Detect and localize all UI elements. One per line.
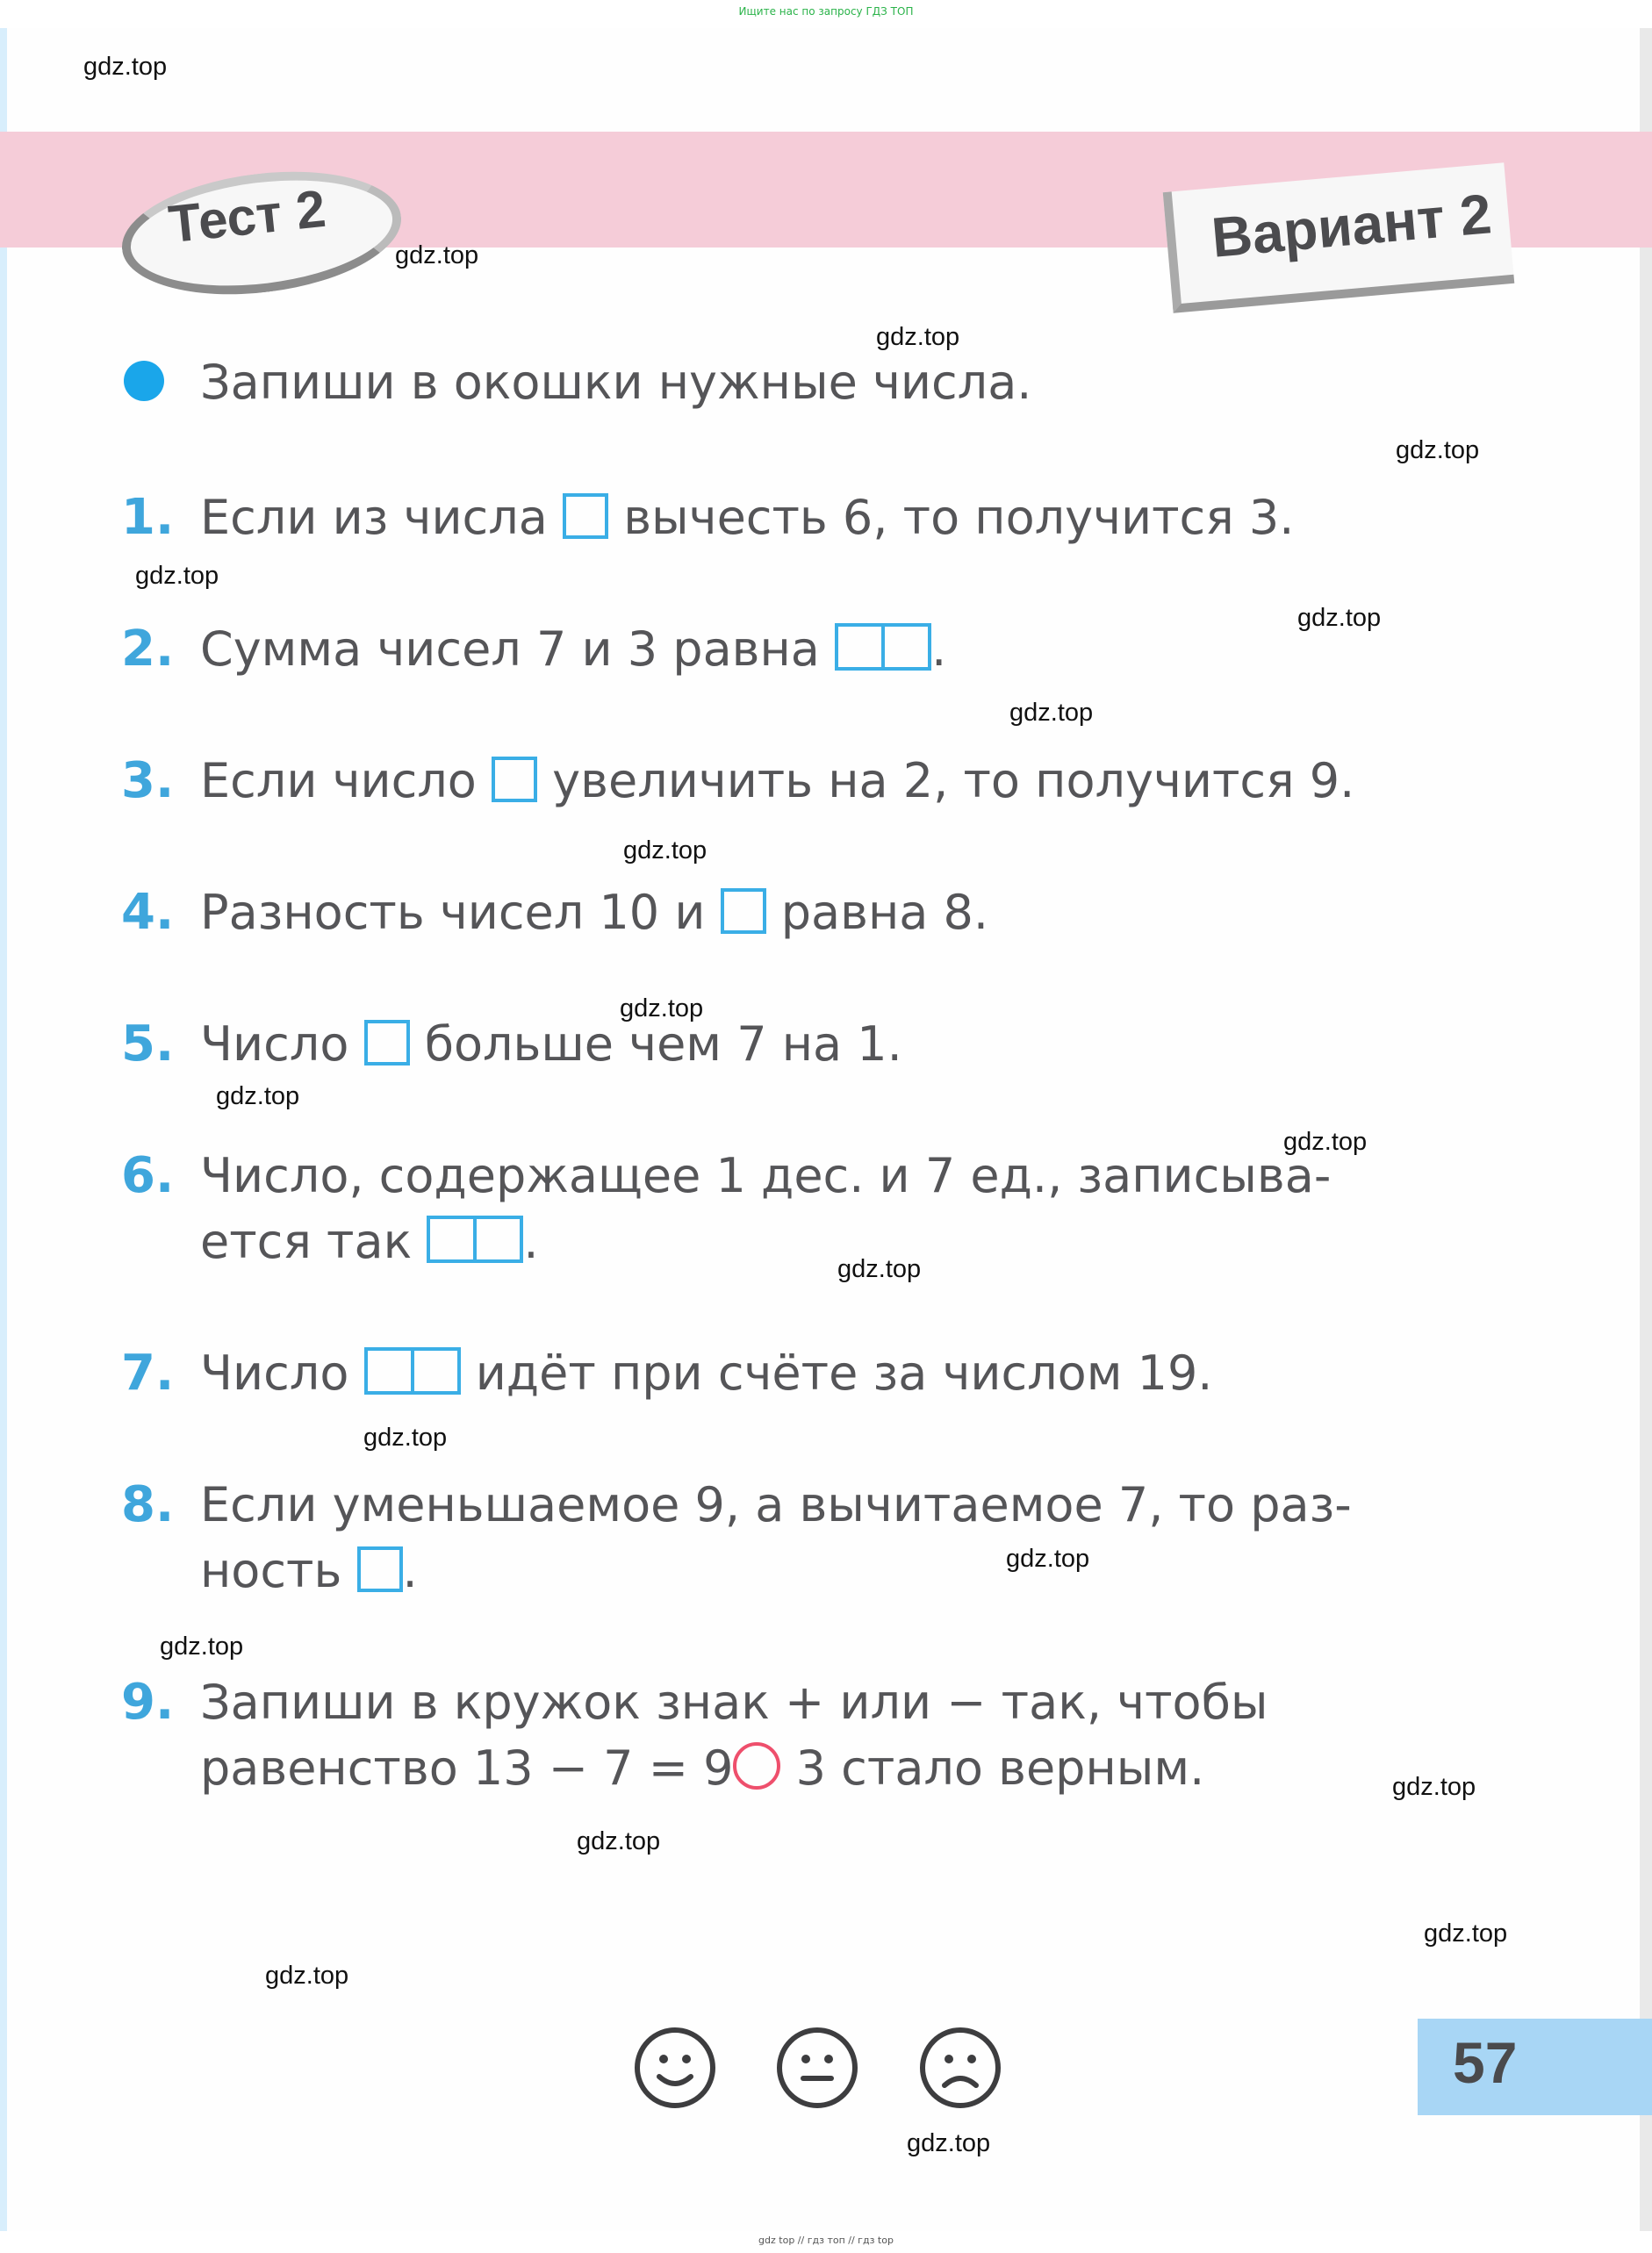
watermark: gdz.top: [395, 241, 479, 269]
task-1: [200, 491, 1294, 544]
task-6-text-c: ется так: [200, 1214, 413, 1269]
task-9-line-1: Запиши в кружок знак + или − так, чтобы: [200, 1675, 1268, 1730]
task-2-number: 2.: [121, 621, 175, 678]
task-7-number: 7.: [121, 1345, 175, 1402]
task-3-number: 3.: [121, 752, 175, 809]
task-9-line-2: [200, 1742, 1204, 1795]
task-3-text-b: увеличить на 2, то получится 9.: [552, 753, 1355, 808]
watermark: gdz.top: [620, 994, 704, 1022]
footer-links[interactable]: gdz top // гдз топ // гдз top: [758, 2235, 894, 2246]
task-2-text-b: .: [931, 621, 947, 677]
task-6-number: 6.: [121, 1147, 175, 1204]
test-label: Тест 2: [165, 178, 329, 255]
answer-box-double[interactable]: [364, 1347, 461, 1395]
smile-happy-icon[interactable]: [635, 2027, 715, 2108]
task-5-text-a: Число: [200, 1016, 349, 1072]
watermark: gdz.top: [907, 2129, 991, 2157]
page-number: 57: [1453, 2030, 1518, 2095]
task-7-text-b: идёт при счёте за числом 19.: [475, 1345, 1213, 1401]
variant-label: Вариант 2: [1209, 182, 1494, 269]
watermark: gdz.top: [1006, 1545, 1090, 1573]
smile-neutral-graphic: [782, 2033, 852, 2103]
answer-circle[interactable]: [733, 1742, 780, 1790]
watermark: gdz.top: [1424, 1919, 1508, 1948]
answer-box[interactable]: [563, 493, 608, 539]
task-2-text-a: Сумма чисел 7 и 3 равна: [200, 621, 820, 677]
watermark: gdz.top: [216, 1082, 300, 1110]
task-8-text-c: ность: [200, 1543, 342, 1598]
task-5: [200, 1018, 902, 1071]
task-8-line-1: Если уменьшаемое 9, а вычитаемое 7, то раз-: [200, 1477, 1352, 1532]
task-3: [200, 755, 1354, 807]
answer-box[interactable]: [721, 888, 766, 934]
task-7: [200, 1347, 1212, 1400]
task-4-text-a: Разность чисел 10 и: [200, 885, 706, 940]
smile-sad-graphic: [925, 2033, 995, 2103]
watermark: gdz.top: [577, 1827, 661, 1855]
task-1-text-a: Если из числа: [200, 490, 548, 545]
task-2: [200, 623, 946, 676]
task-9-text-b: 3 стало верным.: [795, 1740, 1205, 1796]
watermark: gdz.top: [1392, 1773, 1476, 1801]
task-6-line-2: [200, 1216, 539, 1268]
answer-box-double[interactable]: [835, 623, 931, 671]
answer-box[interactable]: [357, 1546, 403, 1592]
watermark: gdz.top: [1297, 604, 1382, 632]
task-3-text-a: Если число: [200, 753, 477, 808]
task-8-text-b: .: [402, 1543, 418, 1598]
watermark: gdz.top: [135, 562, 219, 590]
watermark: gdz.top: [876, 323, 960, 351]
right-shade: [1640, 28, 1652, 2231]
answer-box[interactable]: [364, 1020, 410, 1066]
watermark: gdz.top: [1009, 699, 1094, 727]
task-4-number: 4.: [121, 884, 175, 941]
task-7-text-a: Число: [200, 1345, 349, 1401]
watermark: gdz.top: [363, 1424, 448, 1452]
task-1-text-b: вычесть 6, то получится 3.: [623, 490, 1295, 545]
search-hint[interactable]: Ищите нас по запросу ГДЗ ТОП: [738, 5, 914, 18]
watermark: gdz.top: [160, 1632, 244, 1661]
watermark: gdz.top: [83, 53, 168, 81]
task-6-line-1: Число, содержащее 1 дес. и 7 ед., записыва-: [200, 1148, 1332, 1203]
watermark: gdz.top: [1396, 436, 1480, 464]
bullet-dot: [124, 361, 164, 401]
smile-neutral-icon[interactable]: [777, 2027, 858, 2108]
smile-sad-icon[interactable]: [920, 2027, 1001, 2108]
task-6-text-b: .: [523, 1214, 539, 1269]
answer-box[interactable]: [492, 757, 537, 802]
task-5-text-b: больше чем 7 на 1.: [424, 1016, 902, 1072]
instruction: Запиши в окошки нужные числа.: [200, 355, 1032, 410]
smile-happy-graphic: [640, 2033, 710, 2103]
watermark: gdz.top: [1283, 1128, 1368, 1156]
task-4-text-b: равна 8.: [780, 885, 989, 940]
task-1-number: 1.: [121, 489, 175, 546]
task-8-number: 8.: [121, 1476, 175, 1533]
task-4: [200, 886, 988, 939]
task-8-line-2: [200, 1545, 418, 1597]
watermark: gdz.top: [837, 1255, 922, 1283]
watermark: gdz.top: [623, 836, 707, 865]
watermark: gdz.top: [265, 1962, 349, 1990]
task-9-number: 9.: [121, 1674, 175, 1731]
task-5-number: 5.: [121, 1015, 175, 1073]
task-9-text-c: равенство 13 − 7 = 9: [200, 1740, 734, 1796]
answer-box-double[interactable]: [427, 1216, 523, 1263]
